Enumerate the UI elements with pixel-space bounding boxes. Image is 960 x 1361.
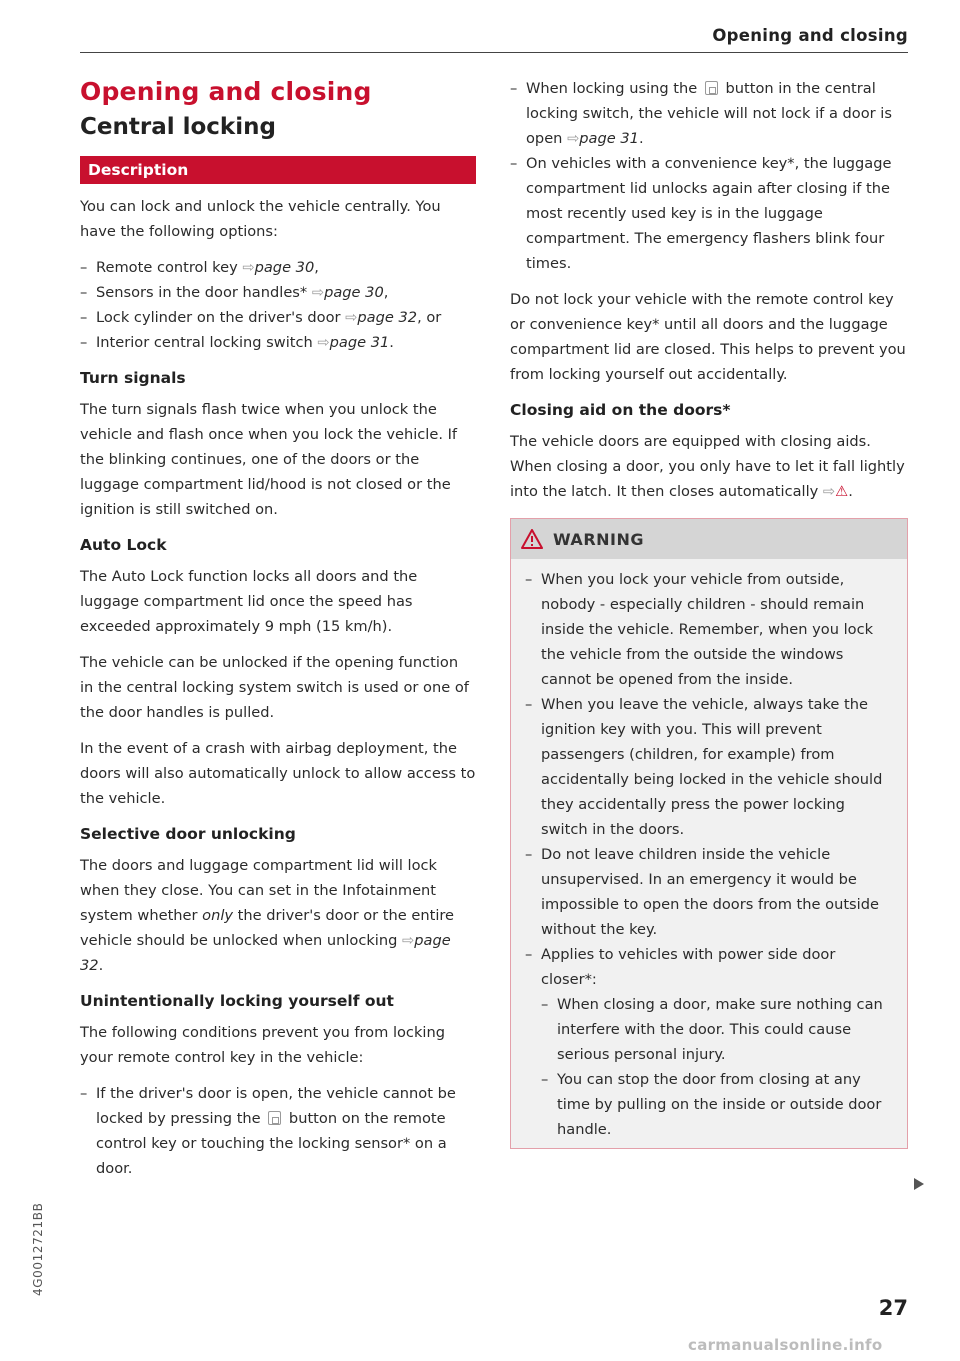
- option-text: Remote control key: [96, 259, 243, 276]
- auto-lock-paragraph-2: The vehicle can be unlocked if the opening function in the central locking system switch is used or one of the door handles is pulled.: [80, 654, 469, 721]
- selective-unlocking-paragraph: [80, 853, 476, 978]
- warning-body: [511, 559, 907, 1148]
- lock-advice-paragraph: Do not lock your vehicle with the remote control key or convenience key* until all doors and the luggage compartment lid are closed. This helps to prevent you from locking yourself out accidentally.: [510, 291, 906, 383]
- arrow-ref-icon: ⇨: [567, 130, 580, 147]
- text-span: .: [848, 483, 853, 500]
- turn-signals-heading: Turn signals: [80, 369, 186, 387]
- text-span: The vehicle doors are equipped with closing aids. When closing a door, you only have to let it fall lightly into the latch. It then closes automatically: [510, 433, 905, 500]
- left-column: [80, 76, 476, 1192]
- document-code: 4G0012721BB: [31, 1202, 45, 1296]
- running-header: Opening and closing: [712, 26, 908, 45]
- warning-subitem: – When closing a door, make sure nothing can interfere with the door. This could cause serious personal injury.: [541, 992, 895, 1067]
- page-link[interactable]: page 32: [357, 309, 418, 326]
- intro-paragraph: You can lock and unlock the vehicle centrally. You have the following options:: [80, 198, 441, 240]
- list-item: – On vehicles with a convenience key*, the luggage compartment lid unlocks again after closing if the most recently used key is in the luggage compartment. The emergency flashers blink four times.: [510, 151, 908, 276]
- section-title: Central locking: [80, 114, 276, 140]
- option-suffix: ,: [314, 259, 319, 276]
- text-span: .: [638, 130, 644, 147]
- warning-item: – When you lock your vehicle from outside, nobody - especially children - should remain inside the vehicle. Remember, when you lock the vehicle from the outside the windows cannot be opened from the inside.: [525, 567, 895, 692]
- warning-item: – When you leave the vehicle, always take the ignition key with you. This will prevent passengers (children, for example) from accidentally being locked in the vehicle should they accidentally press the power locking switch in the doors.: [525, 692, 895, 842]
- list-item: [80, 305, 476, 330]
- selective-unlocking-heading: Selective door unlocking: [80, 825, 296, 843]
- page-link[interactable]: page 30: [324, 284, 384, 301]
- text-span: button in the central locking switch, the vehicle will not lock if a door is open: [526, 80, 892, 147]
- arrow-ref-icon: ⇨: [345, 309, 358, 326]
- option-suffix: , or: [417, 309, 442, 326]
- unintentional-lock-heading: Unintentionally locking yourself out: [80, 992, 394, 1010]
- options-list: [80, 255, 476, 355]
- option-suffix: ,: [383, 284, 389, 301]
- lock-button-icon: [705, 81, 718, 95]
- page-link[interactable]: page 30: [254, 259, 315, 276]
- text-span: .: [98, 957, 104, 974]
- text-span: The doors and luggage compartment lid will lock when they close. You can set in the Infotainment system whether: [80, 857, 438, 924]
- option-text: Sensors in the door handles*: [96, 284, 312, 301]
- option-text: Interior central locking switch: [96, 334, 318, 351]
- unintentional-lock-paragraph: The following conditions prevent you from locking your remote control key in the vehicle:: [80, 1024, 445, 1066]
- list-item: [80, 255, 476, 280]
- page-link[interactable]: page 31: [579, 130, 639, 147]
- auto-lock-paragraph-3: In the event of a crash with airbag deployment, the doors will also automatically unlock to allow access to the vehicle.: [80, 740, 476, 807]
- list-item: [80, 330, 476, 355]
- chapter-title: Opening and closing: [80, 77, 372, 106]
- continue-arrow-icon: [914, 1178, 924, 1190]
- option-text: Lock cylinder on the driver's door: [96, 309, 346, 326]
- warning-triangle-icon: [521, 529, 543, 549]
- unintentional-list: [80, 1081, 476, 1181]
- warning-item: [525, 942, 895, 1142]
- warning-box: [510, 518, 908, 1149]
- arrow-ref-icon: ⇨: [402, 932, 415, 949]
- list-item: [510, 76, 908, 151]
- description-bar: Description: [80, 156, 476, 184]
- page-link[interactable]: page 31: [329, 334, 390, 351]
- arrow-ref-icon: ⇨: [822, 483, 836, 500]
- auto-lock-heading: Auto Lock: [80, 536, 167, 554]
- text-span: Applies to vehicles with power side door closer*:: [541, 946, 836, 988]
- auto-lock-paragraph-1: The Auto Lock function locks all doors and the luggage compartment lid once the speed has exceeded approximately 9 mph (15 km/h).: [80, 568, 418, 635]
- warning-list: [525, 567, 895, 1142]
- text-span: When locking using the: [526, 80, 702, 97]
- warning-header: [511, 519, 907, 559]
- option-suffix: .: [389, 334, 394, 351]
- list-item: [80, 1081, 476, 1181]
- page-number: 27: [878, 1296, 908, 1320]
- warning-triangle-icon[interactable]: ⚠: [835, 483, 849, 500]
- arrow-ref-icon: ⇨: [311, 284, 325, 301]
- warning-title: WARNING: [553, 529, 644, 549]
- warning-subitem: – You can stop the door from closing at any time by pulling on the inside or outside door handle.: [541, 1067, 895, 1142]
- page-link[interactable]: page 32: [80, 932, 451, 974]
- warning-item: – Do not leave children inside the vehicle unsupervised. In an emergency it would be impossible to open the doors from the outside without the key.: [525, 842, 895, 942]
- turn-signals-paragraph: The turn signals flash twice when you unlock the vehicle and flash once when you lock the vehicle. If the blinking continues, one of the doors or the luggage compartment lid/hood is not closed or the ignition is still switched on.: [80, 401, 458, 518]
- lock-button-icon: [268, 1111, 281, 1125]
- right-column: [510, 76, 908, 1149]
- list-item: [80, 280, 476, 305]
- continued-list: [510, 76, 908, 276]
- header-rule: [80, 52, 908, 53]
- closing-aid-paragraph: [510, 429, 908, 504]
- watermark: carmanualsonline.info: [688, 1336, 883, 1354]
- arrow-ref-icon: ⇨: [317, 334, 330, 351]
- text-span: If the driver's door is open, the vehicle cannot be locked by pressing the: [96, 1085, 456, 1127]
- text-span: the driver's door or the entire vehicle should be unlocked when unlocking: [80, 907, 455, 949]
- warning-sublist: [541, 992, 895, 1142]
- emphasis: only: [202, 907, 234, 924]
- text-span: button on the remote control key or touching the locking sensor* on a door.: [96, 1110, 447, 1177]
- closing-aid-heading: Closing aid on the doors*: [510, 401, 731, 419]
- arrow-ref-icon: ⇨: [242, 259, 255, 276]
